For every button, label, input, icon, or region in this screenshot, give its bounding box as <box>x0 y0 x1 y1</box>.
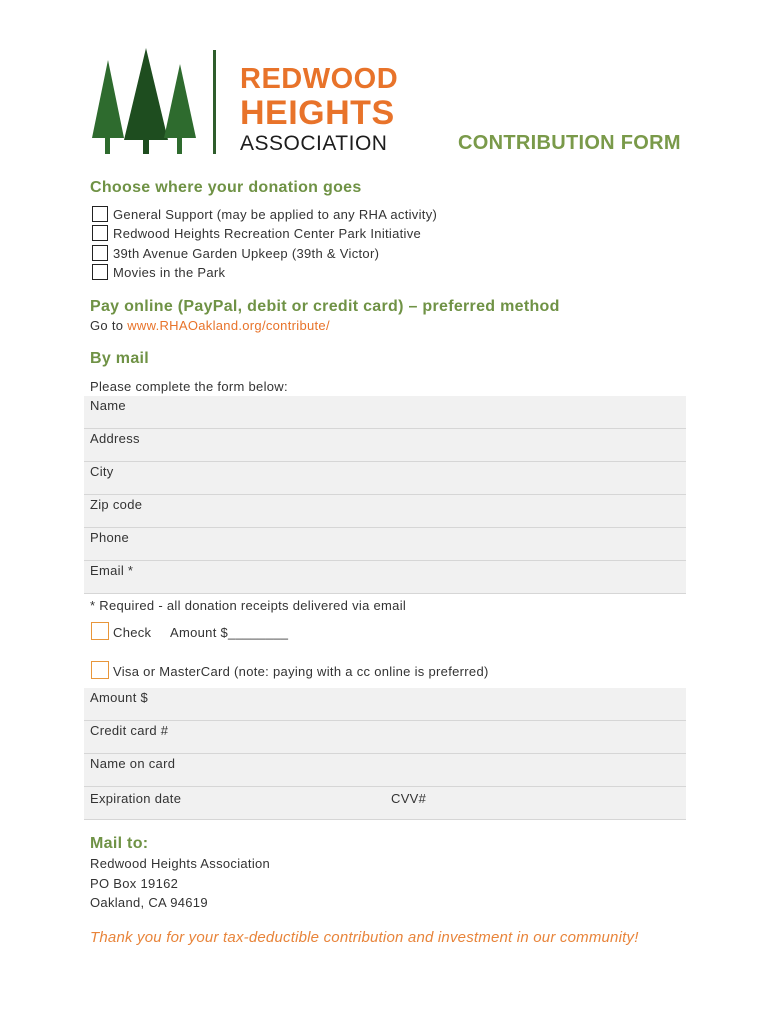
mail-heading: By mail <box>90 350 150 367</box>
check-amount-line: Amount $________ <box>170 625 289 640</box>
mail-to-name: Redwood Heights Association <box>90 856 271 871</box>
credit-card-label: Visa or MasterCard (note: paying with a cc online is preferred) <box>113 664 489 679</box>
contribute-link[interactable]: www.RHAOakland.org/contribute/ <box>127 318 330 333</box>
mail-to-po-box: PO Box 19162 <box>90 876 179 891</box>
logo-divider <box>213 50 216 154</box>
option-general-support: General Support (may be applied to any RHA activity) <box>113 207 438 222</box>
option-movies-in-park: Movies in the Park <box>113 265 226 280</box>
checkbox-general-support[interactable] <box>92 206 108 222</box>
city-label: City <box>90 464 114 479</box>
cvv-label: CVV# <box>391 791 427 806</box>
phone-label: Phone <box>90 530 130 545</box>
redwood-trees-icon <box>88 46 200 158</box>
expiration-label: Expiration date <box>90 791 182 806</box>
check-label: Check <box>113 625 152 640</box>
address-label: Address <box>90 431 140 446</box>
expiration-row[interactable] <box>84 787 686 820</box>
email-label: Email * <box>90 563 134 578</box>
option-park-initiative: Redwood Heights Recreation Center Park Initiative <box>113 226 422 241</box>
cc-amount-label: Amount $ <box>90 690 149 705</box>
logo-text-heights: HEIGHTS <box>240 94 395 132</box>
thank-you-note: Thank you for your tax-deductible contribution and investment in our community! <box>90 929 639 946</box>
zip-label: Zip code <box>90 497 143 512</box>
name-label: Name <box>90 398 126 413</box>
email-field[interactable] <box>84 561 686 594</box>
card-number-field[interactable] <box>84 721 686 754</box>
checkbox-movies-in-park[interactable] <box>92 264 108 280</box>
donation-heading: Choose where your donation goes <box>90 179 362 196</box>
address-field[interactable] <box>84 429 686 462</box>
name-field[interactable] <box>84 396 686 429</box>
mail-to-heading: Mail to: <box>90 835 149 852</box>
go-to-text: Go to <box>90 318 124 333</box>
option-garden-upkeep: 39th Avenue Garden Upkeep (39th & Victor) <box>113 246 380 261</box>
cc-amount-field[interactable] <box>84 688 686 721</box>
name-on-card-label: Name on card <box>90 756 176 771</box>
checkbox-park-initiative[interactable] <box>92 225 108 241</box>
required-note: * Required - all donation receipts delivered via email <box>90 598 407 613</box>
logo-text-association: ASSOCIATION <box>240 132 388 155</box>
mail-instructions: Please complete the form below: <box>90 379 288 394</box>
credit-card-checkbox[interactable] <box>91 661 109 679</box>
phone-field[interactable] <box>84 528 686 561</box>
check-payment-checkbox[interactable] <box>91 622 109 640</box>
mail-to-city: Oakland, CA 94619 <box>90 895 208 910</box>
card-number-label: Credit card # <box>90 723 169 738</box>
zip-field[interactable] <box>84 495 686 528</box>
city-field[interactable] <box>84 462 686 495</box>
online-heading: Pay online (PayPal, debit or credit card) – preferred method <box>90 298 560 315</box>
name-on-card-field[interactable] <box>84 754 686 787</box>
form-title: CONTRIBUTION FORM <box>458 132 681 154</box>
logo-text-redwood: REDWOOD <box>240 63 399 95</box>
online-instructions <box>90 318 330 333</box>
checkbox-garden-upkeep[interactable] <box>92 245 108 261</box>
